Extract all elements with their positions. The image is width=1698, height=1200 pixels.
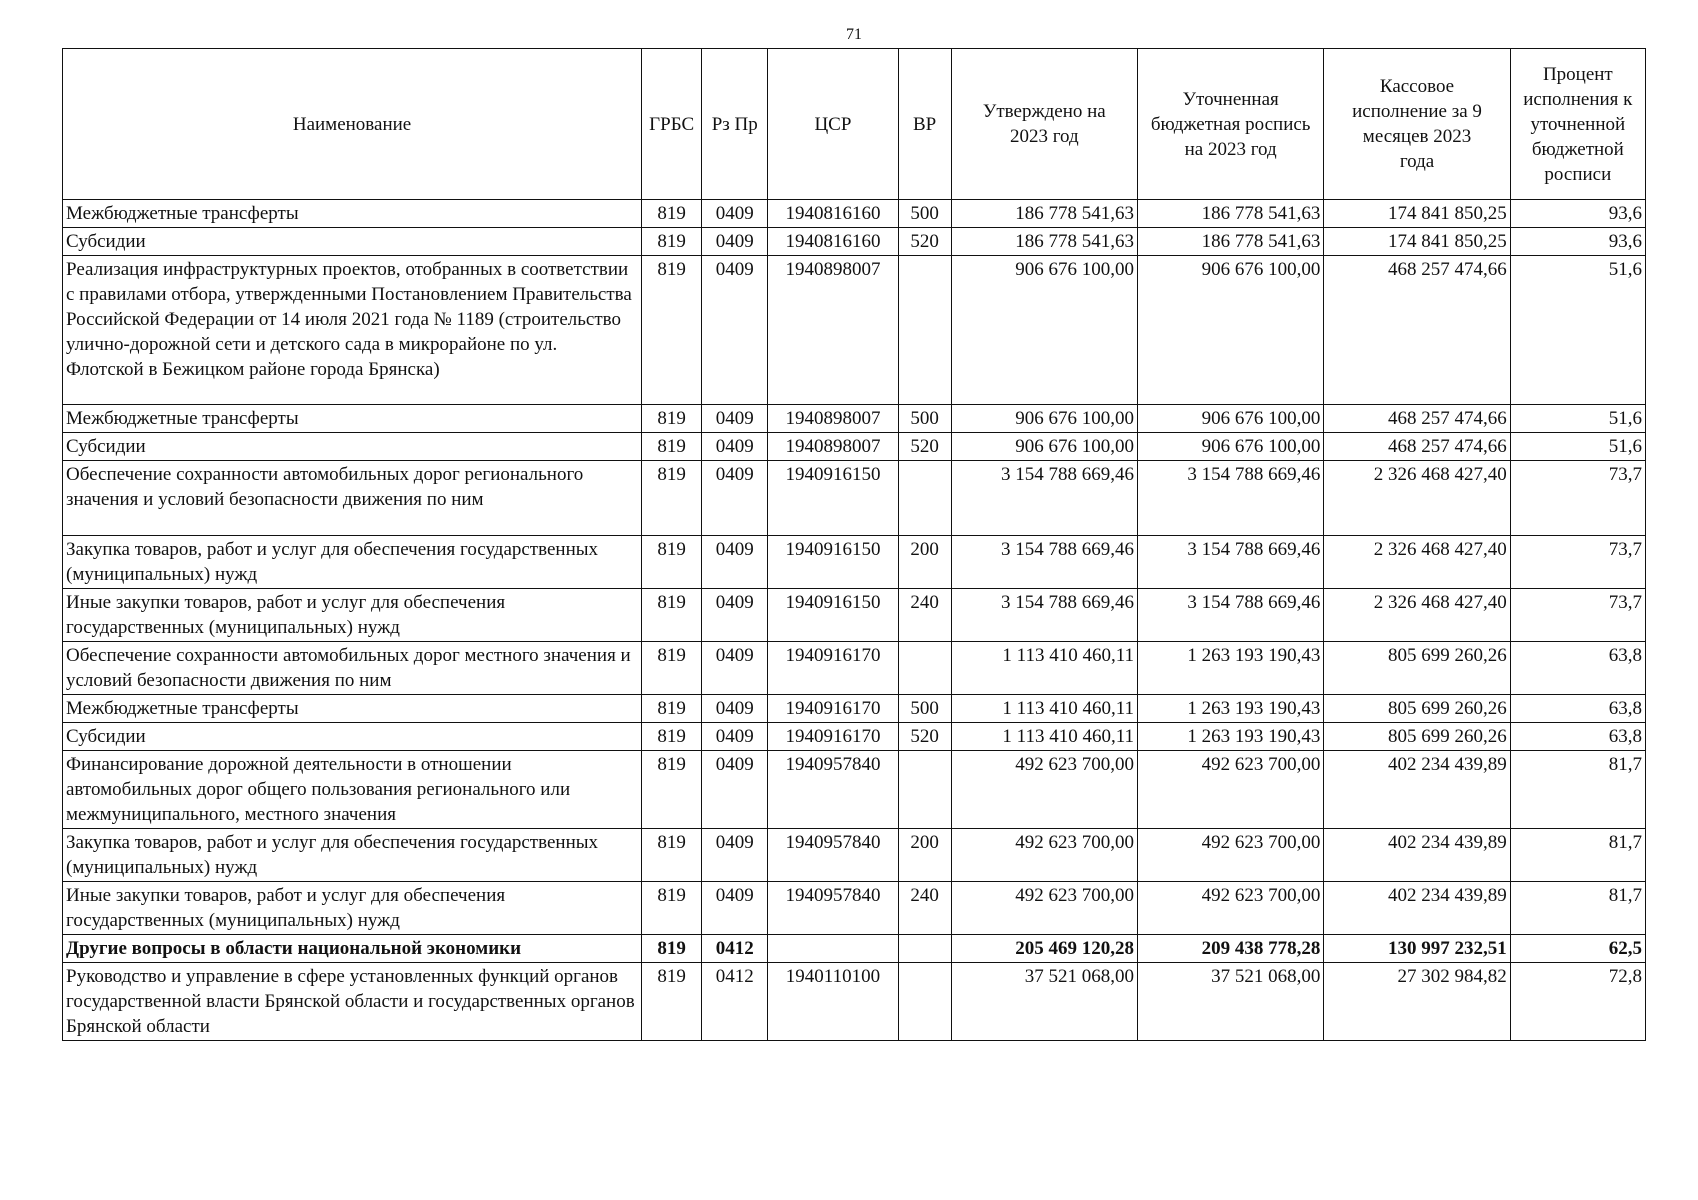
- cell-cash: 402 234 439,89: [1324, 882, 1510, 935]
- cell-percent: 93,6: [1510, 228, 1645, 256]
- cell-rzpr: 0409: [702, 461, 768, 536]
- column-header-vr: ВР: [898, 49, 951, 200]
- cell-vr: 240: [898, 882, 951, 935]
- cell-approved: 1 113 410 460,11: [951, 695, 1137, 723]
- cell-refined: 186 778 541,63: [1138, 228, 1324, 256]
- cell-vr: 500: [898, 695, 951, 723]
- table-row: [63, 723, 1646, 751]
- cell-percent: 63,8: [1510, 695, 1645, 723]
- cell-rzpr: 0409: [702, 200, 768, 228]
- cell-name: Субсидии: [63, 228, 642, 256]
- cell-name: Межбюджетные трансферты: [63, 200, 642, 228]
- cell-cash: 174 841 850,25: [1324, 228, 1510, 256]
- cell-cash: 468 257 474,66: [1324, 433, 1510, 461]
- page-number: 71: [846, 26, 862, 43]
- cell-approved: 906 676 100,00: [951, 433, 1137, 461]
- cell-approved: 3 154 788 669,46: [951, 461, 1137, 536]
- cell-grbs: 819: [642, 829, 702, 882]
- cell-approved: 492 623 700,00: [951, 882, 1137, 935]
- cell-cash: 2 326 468 427,40: [1324, 589, 1510, 642]
- cell-name: Межбюджетные трансферты: [63, 695, 642, 723]
- table-header-row: [63, 49, 1646, 200]
- cell-grbs: 819: [642, 723, 702, 751]
- cell-grbs: 819: [642, 200, 702, 228]
- cell-refined: 37 521 068,00: [1138, 963, 1324, 1041]
- cell-grbs: 819: [642, 751, 702, 829]
- cell-percent: 93,6: [1510, 200, 1645, 228]
- cell-csr: 1940916170: [768, 723, 898, 751]
- cell-approved: 3 154 788 669,46: [951, 536, 1137, 589]
- table-row: [63, 751, 1646, 829]
- cell-grbs: 819: [642, 461, 702, 536]
- cell-cash: 174 841 850,25: [1324, 200, 1510, 228]
- column-header-cash: Кассовое исполнение за 9 месяцев 2023 года: [1324, 49, 1510, 200]
- cell-grbs: 819: [642, 433, 702, 461]
- cell-percent: 81,7: [1510, 882, 1645, 935]
- cell-name: Субсидии: [63, 723, 642, 751]
- cell-name: Иные закупки товаров, работ и услуг для обеспечения государственных (муниципальных) нужд: [63, 882, 642, 935]
- cell-grbs: 819: [642, 695, 702, 723]
- cell-csr: 1940916150: [768, 461, 898, 536]
- cell-csr: [768, 935, 898, 963]
- table-row: [63, 536, 1646, 589]
- cell-cash: 2 326 468 427,40: [1324, 461, 1510, 536]
- table-row: [63, 695, 1646, 723]
- table-body: [63, 200, 1646, 1041]
- table-row: [63, 642, 1646, 695]
- budget-execution-table: [62, 48, 1646, 1041]
- cell-approved: 186 778 541,63: [951, 228, 1137, 256]
- cell-vr: 520: [898, 433, 951, 461]
- cell-refined: 1 263 193 190,43: [1138, 695, 1324, 723]
- table-row: [63, 963, 1646, 1041]
- cell-cash: 130 997 232,51: [1324, 935, 1510, 963]
- cell-grbs: 819: [642, 589, 702, 642]
- cell-percent: 81,7: [1510, 751, 1645, 829]
- cell-cash: 402 234 439,89: [1324, 751, 1510, 829]
- table-row: [63, 935, 1646, 963]
- cell-percent: 63,8: [1510, 642, 1645, 695]
- cell-csr: 1940898007: [768, 256, 898, 405]
- cell-refined: 1 263 193 190,43: [1138, 642, 1324, 695]
- table-row: [63, 228, 1646, 256]
- cell-vr: [898, 751, 951, 829]
- cell-vr: [898, 935, 951, 963]
- cell-vr: 200: [898, 829, 951, 882]
- cell-approved: 906 676 100,00: [951, 405, 1137, 433]
- cell-refined: 209 438 778,28: [1138, 935, 1324, 963]
- column-header-approved: Утверждено на 2023 год: [951, 49, 1137, 200]
- cell-percent: 73,7: [1510, 589, 1645, 642]
- cell-refined: 906 676 100,00: [1138, 405, 1324, 433]
- cell-rzpr: 0409: [702, 695, 768, 723]
- cell-vr: [898, 461, 951, 536]
- cell-rzpr: 0409: [702, 642, 768, 695]
- cell-csr: 1940898007: [768, 433, 898, 461]
- cell-percent: 73,7: [1510, 536, 1645, 589]
- table-row: [63, 589, 1646, 642]
- cell-refined: 186 778 541,63: [1138, 200, 1324, 228]
- cell-rzpr: 0409: [702, 751, 768, 829]
- cell-percent: 73,7: [1510, 461, 1645, 536]
- cell-rzpr: 0409: [702, 433, 768, 461]
- cell-name: Обеспечение сохранности автомобильных дорог местного значения и условий безопасности движения по ним: [63, 642, 642, 695]
- cell-refined: 3 154 788 669,46: [1138, 461, 1324, 536]
- cell-rzpr: 0409: [702, 228, 768, 256]
- cell-approved: 492 623 700,00: [951, 751, 1137, 829]
- cell-vr: 500: [898, 200, 951, 228]
- table-row: [63, 433, 1646, 461]
- cell-percent: 63,8: [1510, 723, 1645, 751]
- column-header-rzpr: Рз Пр: [702, 49, 768, 200]
- cell-name: Руководство и управление в сфере установленных функций органов государственной власти Брянской области и государственных органов Брянской области: [63, 963, 642, 1041]
- column-header-name: Наименование: [63, 49, 642, 200]
- cell-approved: 1 113 410 460,11: [951, 723, 1137, 751]
- cell-grbs: 819: [642, 882, 702, 935]
- cell-rzpr: 0412: [702, 935, 768, 963]
- cell-name: Межбюджетные трансферты: [63, 405, 642, 433]
- table-row: [63, 200, 1646, 228]
- cell-cash: 468 257 474,66: [1324, 256, 1510, 405]
- cell-refined: 492 623 700,00: [1138, 882, 1324, 935]
- cell-percent: 72,8: [1510, 963, 1645, 1041]
- cell-cash: 402 234 439,89: [1324, 829, 1510, 882]
- cell-refined: 492 623 700,00: [1138, 751, 1324, 829]
- cell-grbs: 819: [642, 405, 702, 433]
- cell-csr: 1940916170: [768, 642, 898, 695]
- cell-approved: 906 676 100,00: [951, 256, 1137, 405]
- cell-refined: 3 154 788 669,46: [1138, 536, 1324, 589]
- cell-grbs: 819: [642, 963, 702, 1041]
- cell-vr: 240: [898, 589, 951, 642]
- cell-vr: [898, 642, 951, 695]
- cell-name: Закупка товаров, работ и услуг для обеспечения государственных (муниципальных) нужд: [63, 829, 642, 882]
- cell-cash: 805 699 260,26: [1324, 642, 1510, 695]
- cell-approved: 1 113 410 460,11: [951, 642, 1137, 695]
- cell-vr: 520: [898, 228, 951, 256]
- cell-name: Обеспечение сохранности автомобильных дорог регионального значения и условий безопасности движения по ним: [63, 461, 642, 536]
- table-row: [63, 882, 1646, 935]
- cell-refined: 1 263 193 190,43: [1138, 723, 1324, 751]
- cell-approved: 37 521 068,00: [951, 963, 1137, 1041]
- cell-cash: 805 699 260,26: [1324, 695, 1510, 723]
- cell-name: Реализация инфраструктурных проектов, отобранных в соответствии с правилами отбора, утвержденными Постановлением Правительства Российской Федерации от 14 июля 2021 года № 1189 (строительство улично-дорожной сети и детского сада в микрорайоне по ул. Флотской в Бежицком районе города Брянска): [63, 256, 642, 405]
- table-row: [63, 405, 1646, 433]
- cell-percent: 51,6: [1510, 433, 1645, 461]
- cell-cash: 805 699 260,26: [1324, 723, 1510, 751]
- cell-grbs: 819: [642, 228, 702, 256]
- table-row: [63, 256, 1646, 405]
- cell-grbs: 819: [642, 536, 702, 589]
- cell-cash: 468 257 474,66: [1324, 405, 1510, 433]
- cell-csr: 1940916170: [768, 695, 898, 723]
- column-header-refined: Уточненная бюджетная роспись на 2023 год: [1138, 49, 1324, 200]
- cell-approved: 205 469 120,28: [951, 935, 1137, 963]
- cell-approved: 492 623 700,00: [951, 829, 1137, 882]
- cell-csr: 1940816160: [768, 228, 898, 256]
- cell-cash: 2 326 468 427,40: [1324, 536, 1510, 589]
- cell-vr: [898, 256, 951, 405]
- column-header-percent: Процент исполнения к уточненной бюджетной росписи: [1510, 49, 1645, 200]
- cell-csr: 1940957840: [768, 882, 898, 935]
- cell-refined: 906 676 100,00: [1138, 433, 1324, 461]
- cell-name: Субсидии: [63, 433, 642, 461]
- cell-percent: 51,6: [1510, 405, 1645, 433]
- cell-name: Другие вопросы в области национальной экономики: [63, 935, 642, 963]
- cell-refined: 906 676 100,00: [1138, 256, 1324, 405]
- cell-rzpr: 0409: [702, 882, 768, 935]
- cell-rzpr: 0409: [702, 405, 768, 433]
- cell-percent: 62,5: [1510, 935, 1645, 963]
- cell-percent: 51,6: [1510, 256, 1645, 405]
- cell-vr: 520: [898, 723, 951, 751]
- cell-approved: 3 154 788 669,46: [951, 589, 1137, 642]
- cell-csr: 1940916150: [768, 536, 898, 589]
- cell-vr: 200: [898, 536, 951, 589]
- cell-csr: 1940916150: [768, 589, 898, 642]
- cell-vr: [898, 963, 951, 1041]
- cell-csr: 1940898007: [768, 405, 898, 433]
- column-header-grbs: ГРБС: [642, 49, 702, 200]
- cell-grbs: 819: [642, 935, 702, 963]
- cell-refined: 492 623 700,00: [1138, 829, 1324, 882]
- cell-grbs: 819: [642, 642, 702, 695]
- cell-csr: 1940110100: [768, 963, 898, 1041]
- cell-name: Финансирование дорожной деятельности в отношении автомобильных дорог общего пользования регионального или межмуниципального, местного значения: [63, 751, 642, 829]
- table-row: [63, 461, 1646, 536]
- cell-rzpr: 0409: [702, 589, 768, 642]
- cell-rzpr: 0409: [702, 723, 768, 751]
- cell-name: Иные закупки товаров, работ и услуг для обеспечения государственных (муниципальных) нужд: [63, 589, 642, 642]
- cell-grbs: 819: [642, 256, 702, 405]
- table-row: [63, 829, 1646, 882]
- column-header-csr: ЦСР: [768, 49, 898, 200]
- cell-csr: 1940957840: [768, 829, 898, 882]
- cell-rzpr: 0409: [702, 256, 768, 405]
- cell-approved: 186 778 541,63: [951, 200, 1137, 228]
- cell-name: Закупка товаров, работ и услуг для обеспечения государственных (муниципальных) нужд: [63, 536, 642, 589]
- cell-rzpr: 0409: [702, 829, 768, 882]
- cell-cash: 27 302 984,82: [1324, 963, 1510, 1041]
- cell-rzpr: 0412: [702, 963, 768, 1041]
- cell-percent: 81,7: [1510, 829, 1645, 882]
- cell-refined: 3 154 788 669,46: [1138, 589, 1324, 642]
- cell-vr: 500: [898, 405, 951, 433]
- cell-csr: 1940957840: [768, 751, 898, 829]
- cell-csr: 1940816160: [768, 200, 898, 228]
- cell-rzpr: 0409: [702, 536, 768, 589]
